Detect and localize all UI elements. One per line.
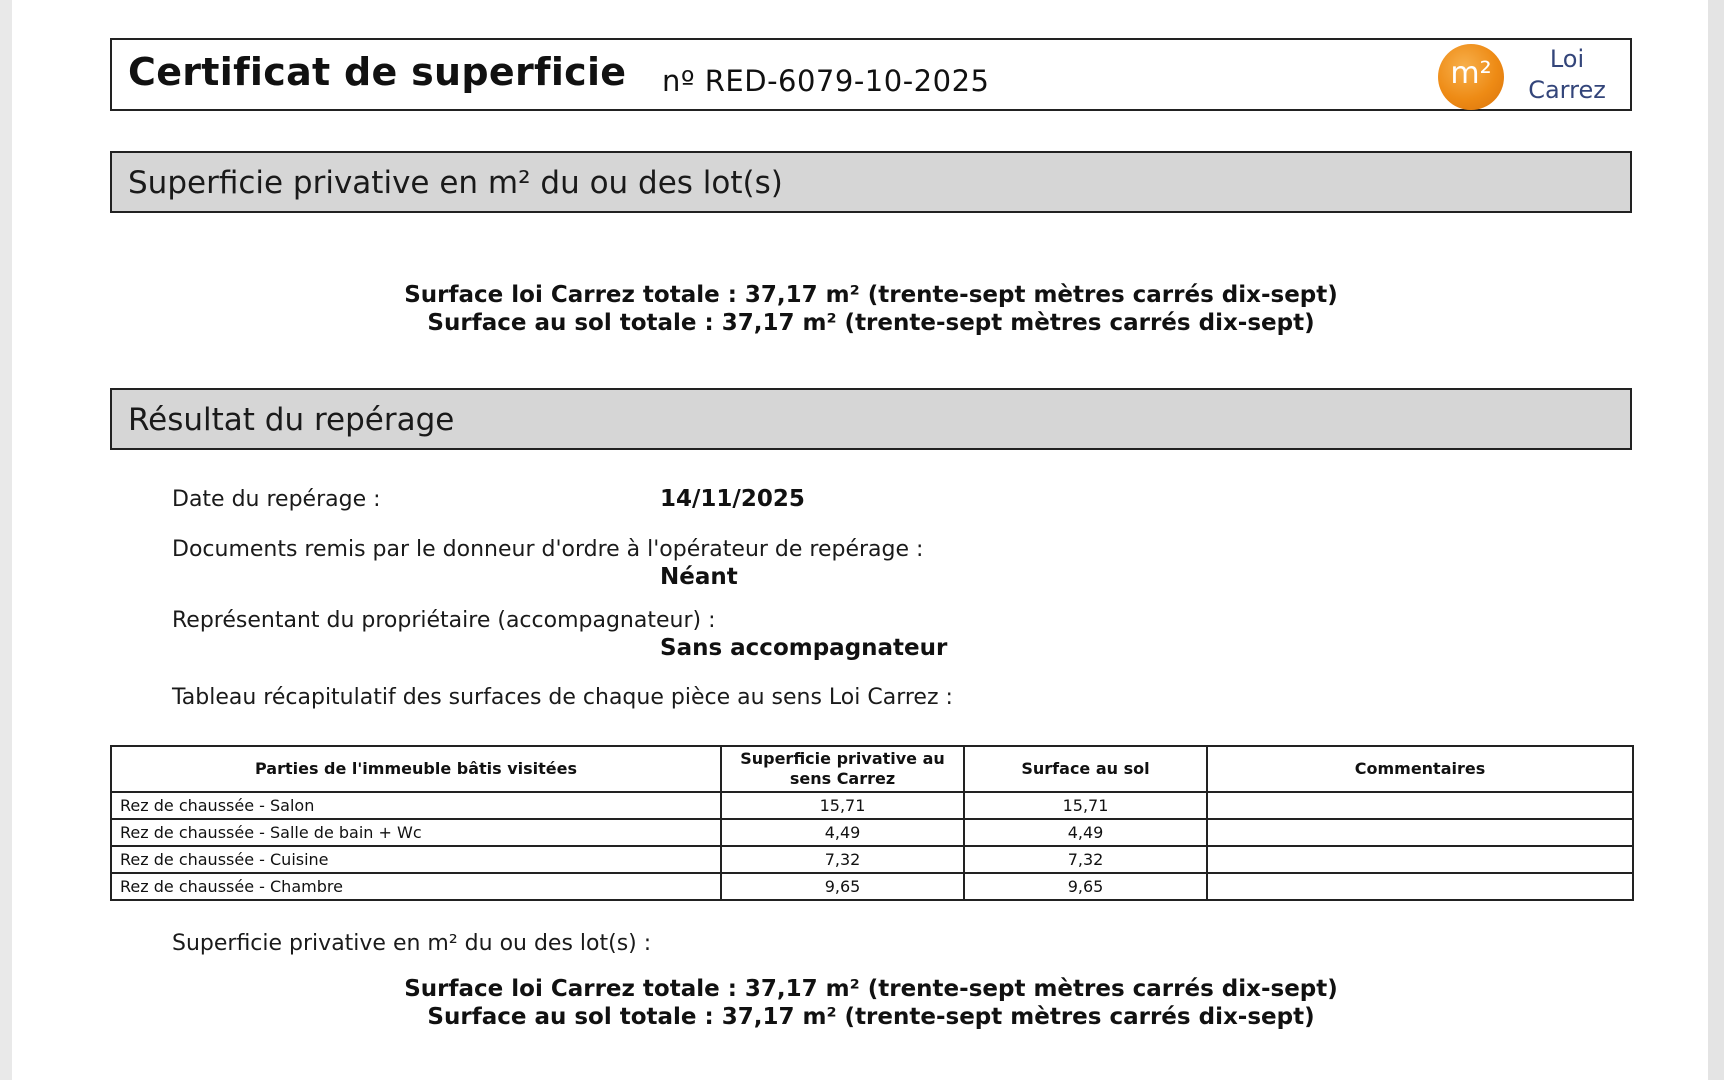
cell-commentaire — [1207, 873, 1633, 900]
documents-value: Néant — [660, 564, 738, 590]
certificate-header — [110, 38, 1632, 111]
representant-value: Sans accompagnateur — [660, 635, 948, 661]
logo-line-2: Carrez — [1528, 76, 1606, 104]
cell-commentaire — [1207, 846, 1633, 873]
cell-carrez: 4,49 — [721, 819, 964, 846]
footer-surface-sol-total: Surface au sol totale : 37,17 m² (trente-sept mètres carrés dix-sept) — [427, 1004, 1315, 1030]
cell-sol: 4,49 — [964, 819, 1207, 846]
column-header-sol: Surface au sol — [964, 746, 1207, 792]
column-header-superficie: Superficie privative au sens Carrez — [721, 746, 964, 792]
cell-carrez: 15,71 — [721, 792, 964, 819]
cell-sol: 7,32 — [964, 846, 1207, 873]
cell-sol: 9,65 — [964, 873, 1207, 900]
surface-sol-total: Surface au sol totale : 37,17 m² (trente-sept mètres carrés dix-sept) — [427, 310, 1315, 336]
loi-carrez-logo-text — [1512, 44, 1622, 106]
cell-sol: 15,71 — [964, 792, 1207, 819]
cell-partie: Rez de chaussée - Chambre — [111, 873, 721, 900]
cell-commentaire — [1207, 792, 1633, 819]
column-header-parties: Parties de l'immeuble bâtis visitées — [111, 746, 721, 792]
footer-superficie-label: Superficie privative en m² du ou des lot(s) : — [172, 931, 652, 956]
section-resultat-header — [110, 388, 1632, 450]
section-superficie-title: Superficie privative en m² du ou des lot(s) — [128, 165, 783, 201]
left-margin — [0, 0, 12, 1080]
section-superficie-header — [110, 151, 1632, 213]
cell-commentaire — [1207, 819, 1633, 846]
surfaces-table-container — [110, 745, 1632, 901]
section-resultat-title: Résultat du repérage — [128, 402, 455, 438]
footer-surface-carrez-total: Surface loi Carrez totale : 37,17 m² (trente-sept mètres carrés dix-sept) — [404, 976, 1338, 1002]
logo-symbol: m² — [1450, 56, 1492, 91]
cell-partie: Rez de chaussée - Cuisine — [111, 846, 721, 873]
cell-carrez: 7,32 — [721, 846, 964, 873]
right-scrollbar-area — [1708, 0, 1724, 1080]
cell-carrez: 9,65 — [721, 873, 964, 900]
page-title: Certificat de superficie — [128, 50, 627, 94]
certificate-number: nº RED-6079-10-2025 — [662, 64, 990, 98]
table-row — [111, 846, 1633, 873]
cell-partie: Rez de chaussée - Salon — [111, 792, 721, 819]
date-value: 14/11/2025 — [660, 486, 805, 512]
surface-carrez-total: Surface loi Carrez totale : 37,17 m² (trente-sept mètres carrés dix-sept) — [404, 282, 1338, 308]
table-row — [111, 873, 1633, 900]
m2-logo-icon — [1438, 44, 1504, 110]
column-header-commentaires: Commentaires — [1207, 746, 1633, 792]
table-row — [111, 819, 1633, 846]
date-label: Date du repérage : — [172, 487, 381, 512]
surfaces-table — [110, 745, 1634, 901]
table-row — [111, 792, 1633, 819]
logo-line-1: Loi — [1549, 45, 1585, 73]
documents-label: Documents remis par le donneur d'ordre à l'opérateur de repérage : — [172, 537, 924, 562]
representant-label: Représentant du propriétaire (accompagnateur) : — [172, 608, 716, 633]
tableau-label: Tableau récapitulatif des surfaces de chaque pièce au sens Loi Carrez : — [172, 685, 953, 710]
cell-partie: Rez de chaussée - Salle de bain + Wc — [111, 819, 721, 846]
table-header-row — [111, 746, 1633, 792]
